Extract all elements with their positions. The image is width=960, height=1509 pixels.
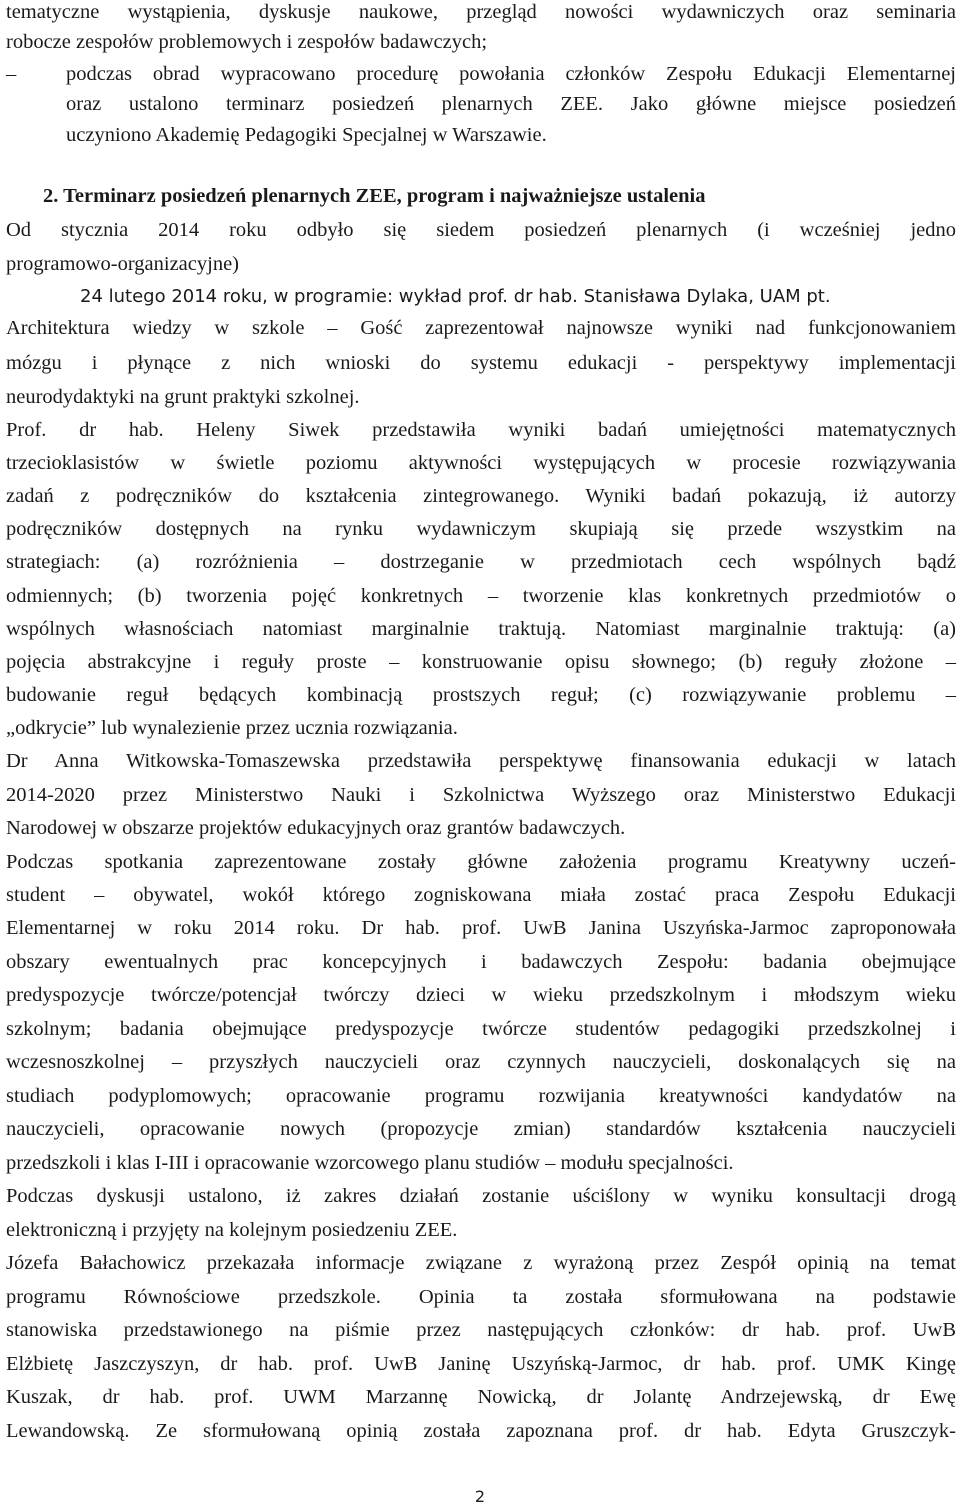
text-line: Dr Anna Witkowska-Tomaszewska przedstawiła perspektywę finansowania edukacji w latach: [6, 750, 956, 772]
text-line: neurodydaktyki na grunt praktyki szkolnej.: [6, 386, 360, 408]
text-line: elektroniczną i przyjęty na kolejnym posiedzeniu ZEE.: [6, 1219, 458, 1241]
text-line: tematyczne wystąpienia, dyskusje naukowe, przegląd nowości wydawniczych oraz seminaria: [6, 1, 956, 23]
text-line: podczas obrad wypracowano procedurę powołania członków Zespołu Edukacji Elementarnej: [66, 63, 956, 85]
text-line: Podczas dyskusji ustalono, iż zakres działań zostanie uściślony w wyniku konsultacji drogą: [6, 1185, 956, 1207]
text-line: strategiach: (a) rozróżnienia – dostrzeganie w przedmiotach cech wspólnych bądź: [6, 551, 956, 573]
text-line: zadań z podręczników do kształcenia zintegrowanego. Wyniki badań pokazują, iż autorzy: [6, 485, 956, 507]
meeting-date-line: 24 lutego 2014 roku, w programie: wykład prof. dr hab. Stanisława Dylaka, UAM pt.: [80, 286, 831, 307]
list-bullet: –: [6, 63, 17, 85]
text-line: programu Równościowe przedszkole. Opinia ta została sformułowana na podstawie: [6, 1286, 956, 1308]
text-line: „odkrycie” lub wynalezienie przez ucznia rozwiązania.: [6, 717, 458, 739]
text-line: trzecioklasistów w świetle poziomu aktywności występujących w procesie rozwiązywania: [6, 452, 956, 474]
text-line: wczesnoszkolnej – przyszłych nauczycieli oraz czynnych nauczycieli, doskonalących się na: [6, 1051, 956, 1073]
text-line: robocze zespołów problemowych i zespołów badawczych;: [6, 31, 488, 53]
text-line: Podczas spotkania zaprezentowane zostały główne założenia programu Kreatywny uczeń-: [6, 851, 956, 873]
text-line: wspólnych własnościach natomiast marginalnie traktują. Natomiast marginalnie traktują: (a): [6, 618, 956, 640]
text-line: pojęcia abstrakcyjne i reguły proste – konstruowanie opisu słownego; (b) reguły złożone –: [6, 651, 956, 673]
text-line: predyspozycje twórcze/potencjał twórczy dzieci w wieku przedszkolnym i młodszym wieku: [6, 984, 956, 1006]
text-line: Narodowej w obszarze projektów edukacyjnych oraz grantów badawczych.: [6, 817, 626, 839]
text-line: Elementarnej w roku 2014 roku. Dr hab. prof. UwB Janina Uszyńska-Jarmoc zaproponowała: [6, 917, 956, 939]
text-line: Od stycznia 2014 roku odbyło się siedem posiedzeń plenarnych (i wcześniej jedno: [6, 219, 956, 241]
text-line: 2014-2020 przez Ministerstwo Nauki i Szkolnictwa Wyższego oraz Ministerstwo Edukacji: [6, 784, 956, 806]
text-line: student – obywatel, wokół którego zogniskowana miała zostać praca Zespołu Edukacji: [6, 884, 956, 906]
section-heading: 2. Terminarz posiedzeń plenarnych ZEE, program i najważniejsze ustalenia: [43, 185, 706, 207]
page-number: 2: [474, 1487, 486, 1506]
text-line: oraz ustalono terminarz posiedzeń plenarnych ZEE. Jako główne miejsce posiedzeń: [66, 93, 956, 115]
text-line: uczyniono Akademię Pedagogiki Specjalnej w Warszawie.: [66, 124, 547, 146]
text-line: Elżbietę Jaszczyszyn, dr hab. prof. UwB Janinę Uszyńską-Jarmoc, dr hab. prof. UMK Kingę: [6, 1353, 956, 1375]
text-line: stanowiska przedstawionego na piśmie przez następujących członków: dr hab. prof. UwB: [6, 1319, 956, 1341]
text-line: Architektura wiedzy w szkole – Gość zaprezentował najnowsze wyniki nad funkcjonowaniem: [6, 317, 956, 339]
text-line: przedszkoli i klas I-III i opracowanie wzorcowego planu studiów – modułu specjalności.: [6, 1152, 734, 1174]
text-line: Józefa Bałachowicz przekazała informacje związane z wyrażoną przez Zespół opinią na temat: [6, 1252, 956, 1274]
text-line: Lewandowską. Ze sformułowaną opinią została zapoznana prof. dr hab. Edyta Gruszczyk-: [6, 1420, 956, 1442]
text-line: odmiennych; (b) tworzenia pojęć konkretnych – tworzenie klas konkretnych przedmiotów o: [6, 585, 956, 607]
text-line: obszary ewentualnych prac koncepcyjnych i badawczych Zespołu: badania obejmujące: [6, 951, 956, 973]
text-line: mózgu i płynące z nich wnioski do systemu edukacji - perspektywy implementacji: [6, 352, 956, 374]
text-line: szkolnym; badania obejmujące predyspozycje twórcze studentów pedagogiki przedszkolnej i: [6, 1018, 956, 1040]
text-line: budowanie reguł będących kombinacją prostszych reguł; (c) rozwiązywanie problemu –: [6, 684, 956, 706]
text-line: nauczycieli, opracowanie nowych (propozycje zmian) standardów kształcenia nauczycieli: [6, 1118, 956, 1140]
text-line: studiach podyplomowych; opracowanie programu rozwijania kreatywności kandydatów na: [6, 1085, 956, 1107]
text-line: Prof. dr hab. Heleny Siwek przedstawiła wyniki badań umiejętności matematycznych: [6, 419, 956, 441]
text-line: podręczników dostępnych na rynku wydawniczym skupiają się przede wszystkim na: [6, 518, 956, 540]
text-line: programowo-organizacyjne): [6, 253, 239, 275]
text-line: Kuszak, dr hab. prof. UWM Marzannę Nowicką, dr Jolantę Andrzejewską, dr Ewę: [6, 1386, 956, 1408]
